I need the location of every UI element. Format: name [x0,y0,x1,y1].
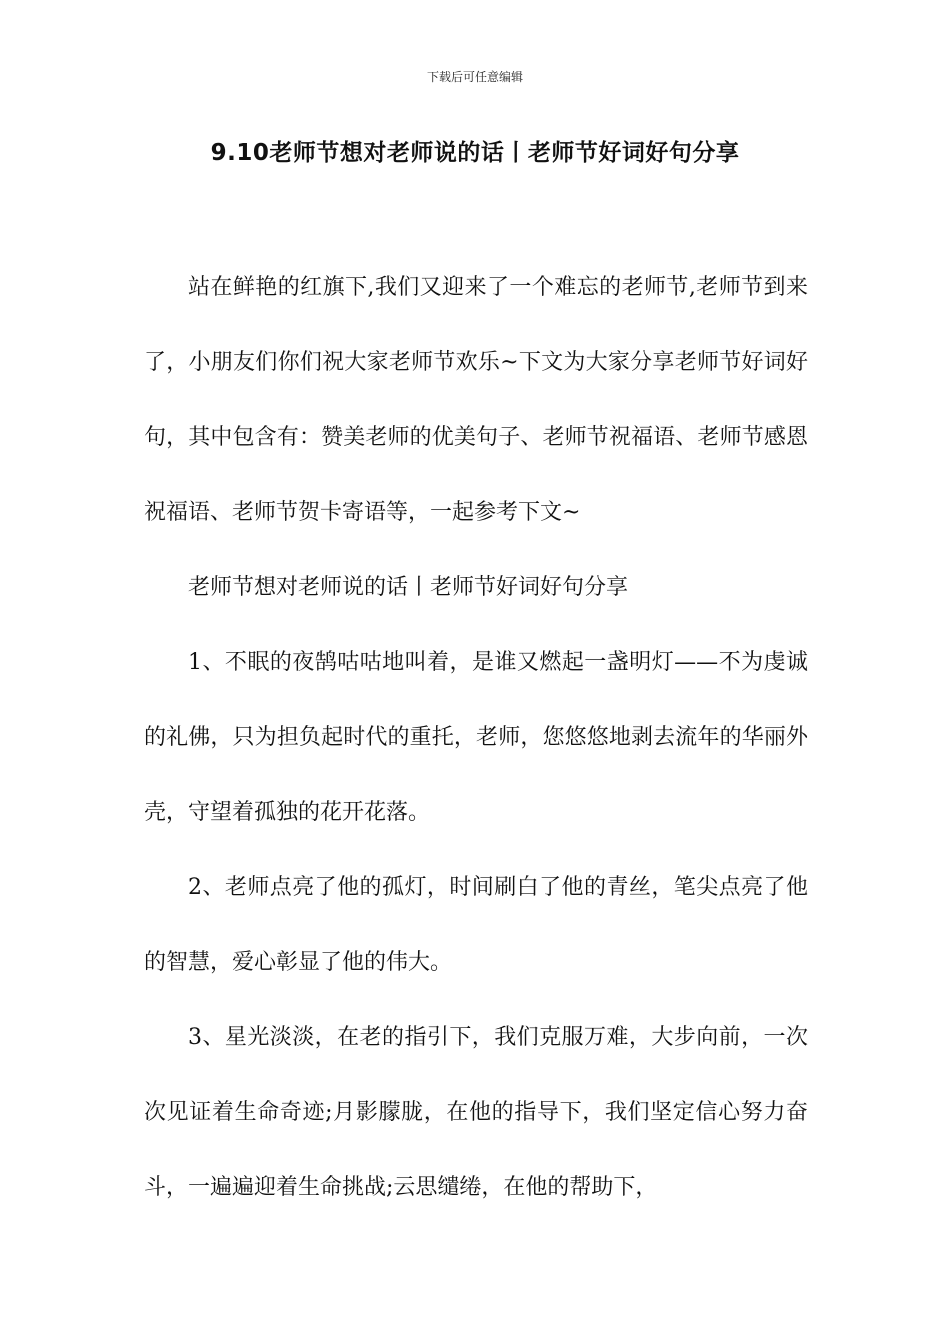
item-paragraph-2: 2、老师点亮了他的孤灯，时间刷白了他的青丝，笔尖点亮了他的智慧，爱心彰显了他的伟大。 [144,875,808,975]
item-paragraph-3: 3、星光淡淡，在老的指引下，我们克服万难，大步向前，一次次见证着生命奇迹;月影朦胧，在他的指导下，我们坚定信心努力奋斗，一遍遍迎着生命挑战;云思缱绻，在他的帮助下， [144,1025,808,1200]
intro-paragraph: 站在鲜艳的红旗下,我们又迎来了一个难忘的老师节,老师节到来了，小朋友们你们祝大家老师节欢乐~下文为大家分享老师节好词好句，其中包含有：赞美老师的优美句子、老师节祝福语、老师节感恩祝福语、老师节贺卡寄语等，一起参考下文~ [144,275,808,525]
header-note: 下载后可任意编辑 [426,70,523,84]
document-title: 9.10老师节想对老师说的话丨老师节好词好句分享 [210,140,740,166]
item-paragraph-1: 1、不眠的夜鹄咕咕地叫着，是谁又燃起一盏明灯——不为虔诚的礼佛，只为担负起时代的重托，老师，您悠悠地剥去流年的华丽外壳，守望着孤独的花开花落。 [144,650,808,825]
document-body [144,250,808,1225]
subheading-paragraph: 老师节想对老师说的话丨老师节好词好句分享 [188,575,629,600]
